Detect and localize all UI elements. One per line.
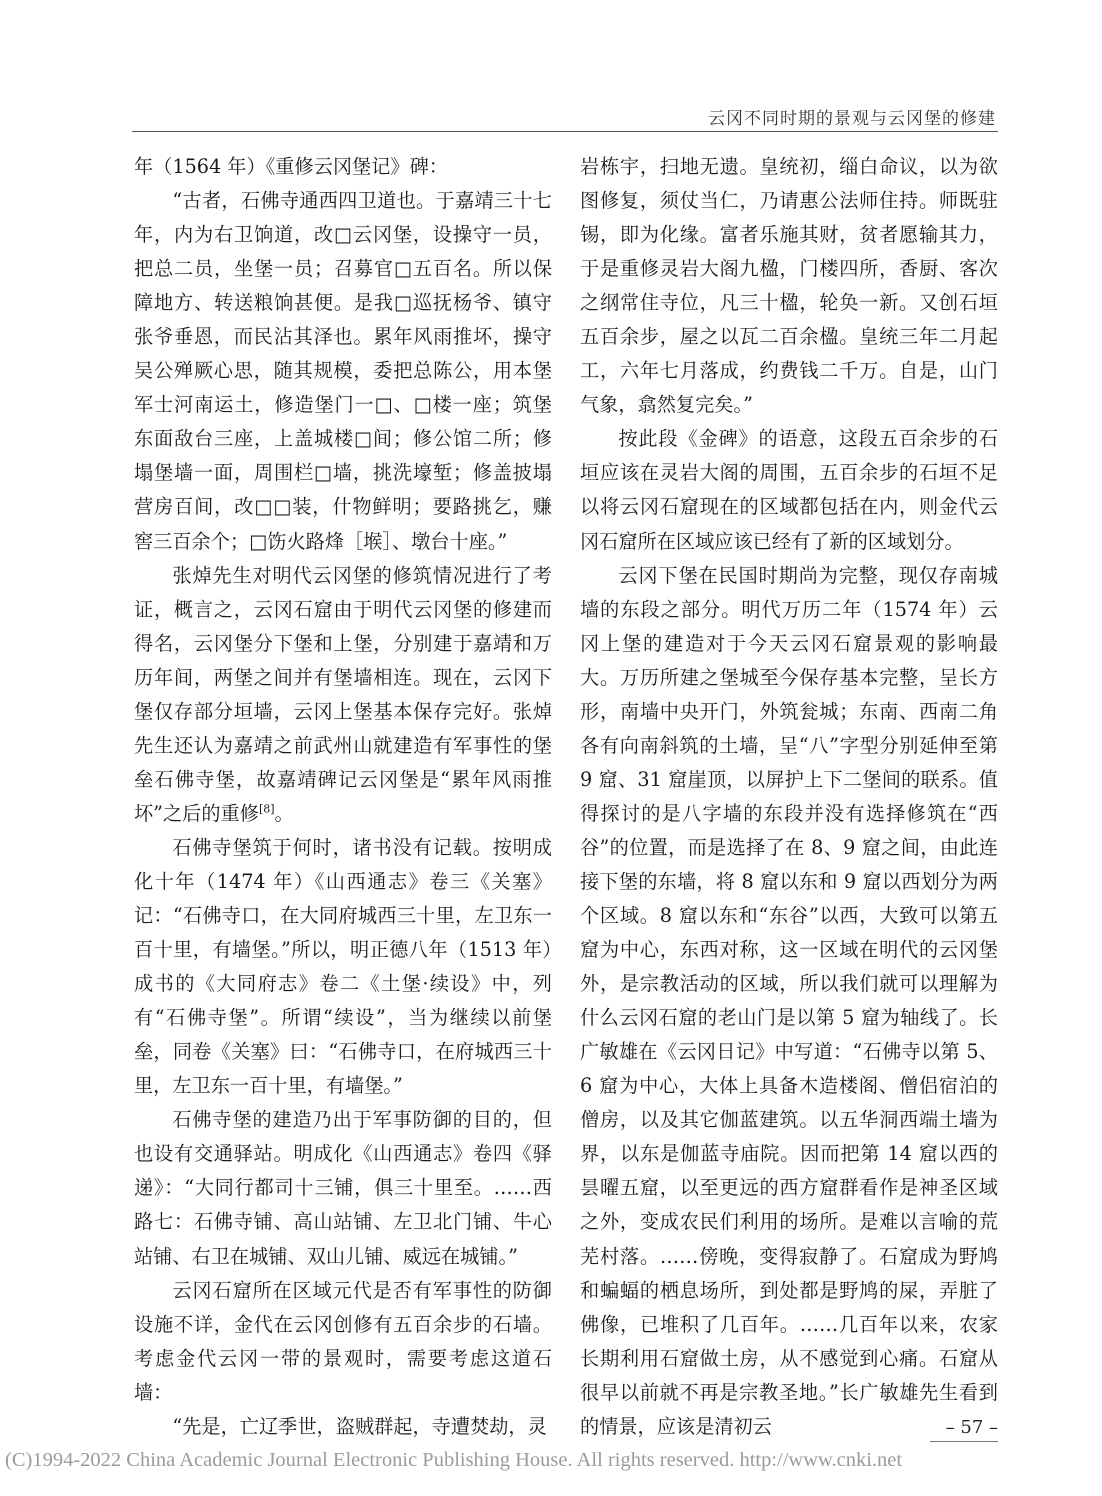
paragraph: 年（1564 年）《重修云冈堡记》碑： xyxy=(134,155,448,178)
page-number: – 57 – xyxy=(945,1417,998,1438)
paragraph-text: 张焯先生对明代云冈堡的修筑情况进行了考证，概言之，云冈石窟由于明代云冈堡的修建而得名，云冈堡分下堡和上堡，分别建于嘉靖和万历年间，两堡之间并有堡墙相连。现在，云冈下堡仅存部分垣墙，云冈上堡基本保存完好。张焯先生还认为嘉靖之前武州山就建造有军事性的堡垒石佛寺堡，故嘉靖碑记云冈堡是“累年风雨推坏”之后的重修 xyxy=(134,563,552,825)
paragraph xyxy=(134,559,552,831)
quote-paragraph: “古者，石佛寺通西四卫道也。于嘉靖三十七年，内为右卫饷道，改□云冈堡，设操守一员，把总二员，坐堡一员；召募官□五百名。所以保障地方、转送粮饷甚便。是我□巡抚杨爷、镇守张爷垂恩，而民沾其泽也。累年风雨推坏，操守吴公殚厥心思，随其规模，委把总陈公，用本堡军士河南运土，修造堡门一□、□楼一座；筑堡东面敌台三座，上盖城楼□间；修公馆二所；修塌堡墙一面，周围栏□墙，挑洗壕堑；修盖披塌营房百间，改□□装，什物鲜明；要路挑乞，赚窖三百余个；□饬火路烽［堠］、墩台十座。” xyxy=(134,189,552,553)
paragraph: 按此段《金碑》的语意，这段五百余步的石垣应该在灵岩大阁的周围，五百余步的石垣不足以将云冈石窟现在的区域都包括在内，则金代云冈石窟所在区域应该已经有了新的区域划分。 xyxy=(580,427,998,553)
right-column xyxy=(580,150,998,1444)
paragraph: 云冈石窟所在区域元代是否有军事性的防御设施不详，金代在云冈创修有五百余步的石墙。考虑金代云冈一带的景观时，需要考虑这道石墙： xyxy=(134,1278,552,1404)
copyright-notice: (C)1994-2022 China Academic Journal Electronic Publishing House. All rights reserved. http://www.cnki.net xyxy=(5,1449,903,1471)
footer-rule xyxy=(930,1441,998,1442)
paragraph: 石佛寺堡筑于何时，诸书没有记载。按明成化十年（1474 年）《山西通志》卷三《关塞》记：“石佛寺口，在大同府城西三十里，左卫东一百十里，有墙堡。”所以，明正德八年（1513 年）成书的《大同府志》卷二《土堡·续设》中，列有“石佛寺堡”。所谓“续设”，当为继续以前堡垒，同卷《关塞》曰：“石佛寺口，在府城西三十里，左卫东一百十里，有墙堡。” xyxy=(134,835,552,1098)
citation-ref: [8] xyxy=(258,802,275,816)
paragraph-end: 。 xyxy=(274,801,294,825)
running-title: 云冈不同时期的景观与云冈堡的修建 xyxy=(708,109,996,129)
left-column xyxy=(134,150,552,1444)
paragraph: 石佛寺堡的建造乃出于军事防御的目的，但也设有交通驿站。明成化《山西通志》卷四《驿递》：“大同行都司十三铺，俱三十里至。……西路七：石佛寺铺、高山站铺、左卫北门铺、牛心站铺、右卫在城铺、双山儿铺、威远在城铺。” xyxy=(134,1108,552,1268)
paragraph: 岩栋宇，扫地无遗。皇统初，缁白命议，以为欲图修复，须仗当仁，乃请惠公法师住持。师既驻锡，即为化缘。富者乐施其财，贫者愿输其力，于是重修灵岩大阁九楹，门楼四所，香厨、客次之纲常住寺位，凡三十楹，轮奂一新。又创石垣五百余步，屋之以瓦二百余楹。皇统三年二月起工，六年七月落成，约费钱二千万。自是，山门气象，翕然复完矣。” xyxy=(580,155,998,417)
header-rule xyxy=(132,131,998,132)
paragraph: 云冈下堡在民国时期尚为完整，现仅存南城墙的东段之部分。明代万历二年（1574 年）云冈上堡的建造对于今天云冈石窟景观的影响最大。万历所建之堡城至今保存基本完整，呈长方形，南墙中央开门，外筑瓮城；东南、西南二角各有向南斜筑的土墙，呈“八”字型分别延伸至第 9 窟、31 窟崖顶，以屏护上下二堡间的联系。值得探讨的是八字墙的东段并没有选择修筑在“西谷”的位置，而是选择了在 8、9 窟之间，由此连接下堡的东墙，将 8 窟以东和 9 窟以西划分为两个区域。8 窟以东和“东谷”以西，大致可以第五窟为中心，东西对称，这一区域在明代的云冈堡外，是宗教活动的区域，所以我们就可以理解为什么云冈石窟的老山门是以第 5 窟为轴线了。长广敏雄在《云冈日记》中写道：“石佛寺以第 5、6 窟为中心，大体上具备木造楼阁、僧侣宿泊的僧房，以及其它伽蓝建筑。以五华洞西端土墙为界，以东是伽蓝寺庙院。因而把第 14 窟以西的昙曜五窟，以至更远的西方窟群看作是神圣区域之外，变成农民们利用的场所。是难以言喻的荒芜村落。……傍晚，变得寂静了。石窟成为野鸠和蝙蝠的栖息场所，到处都是野鸠的屎，弄脏了佛像，已堆积了几百年。……几百年以来，农家长期利用石窟做土房，从不感觉到心痛。石窟从很早以前就不再是宗教圣地。”长广敏雄先生看到的情景，应该是清初云 xyxy=(580,563,998,1438)
quote-paragraph: “先是，亡辽季世，盗贼群起，寺遭焚劫，灵 xyxy=(172,1414,547,1438)
